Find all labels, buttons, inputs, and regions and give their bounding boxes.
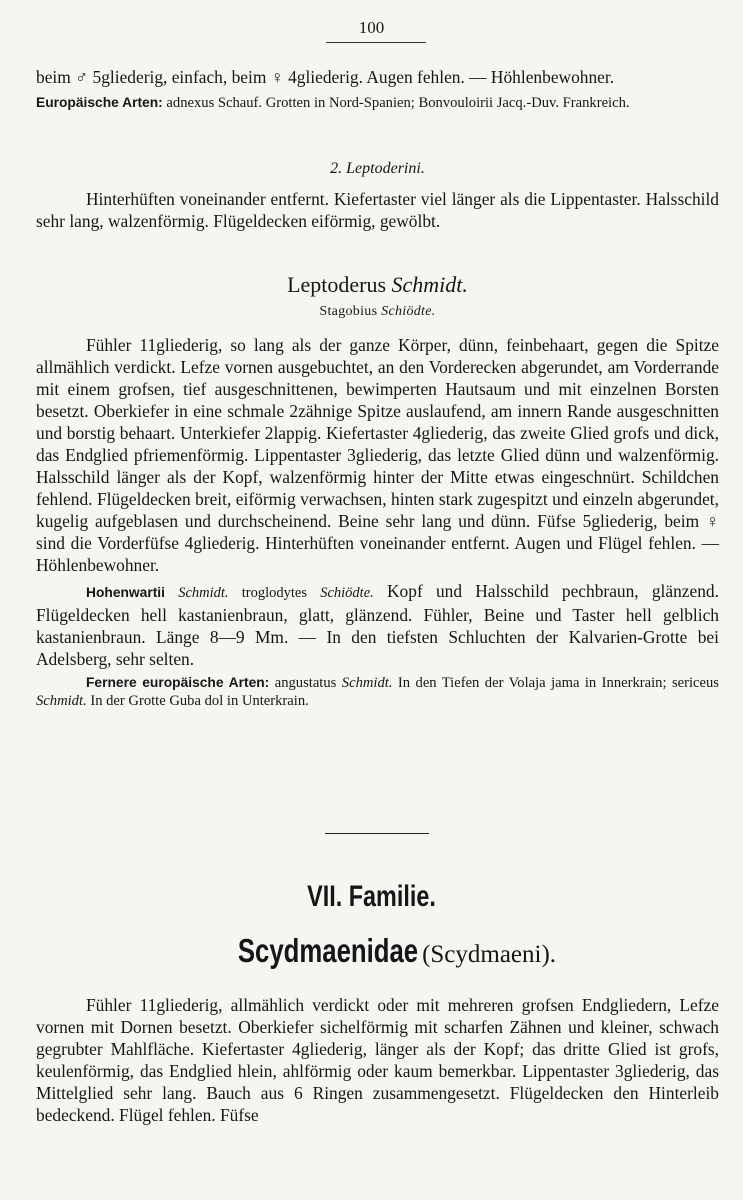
- synonym-name: Stagobius: [319, 304, 378, 319]
- species-synonym: troglodytes: [241, 585, 307, 601]
- family-description: Fühler 11gliederig, allmählich verdickt oder mit mehreren grofsen Endgliedern, Lefze vornen mit Dornen besetzt. Oberkiefer sichelförmig mit scharfen Zähnen und kleiner, schwach gegrubter Mahlfläche. Kiefertaster 4gliederig, länger als der Kopf; das dritte Glied ist grofs, keulenförmig, das Endglied hlein, ahlförmig oder kaum bemerkbar. Lippentaster 3gliederig, das Mittelglied sehr lang. Bauch aus 6 Ringen zusammengesetzt. Flügeldecken den Hinterleib bedeckend. Flügel fehlen. Füfse: [36, 995, 719, 1125]
- subsection-title: 2. Leptoderini.: [330, 160, 425, 177]
- species-name: Hohenwartii: [86, 585, 165, 600]
- intro-species-text: adnexus Schauf. Grotten in Nord-Spanien; Bonvouloirii Jacq.-Duv. Frankreich.: [166, 95, 630, 111]
- further-species: [36, 674, 719, 710]
- further-sp2: sericeus: [671, 675, 719, 691]
- intro-block: [36, 66, 719, 112]
- genus-description: Fühler 11gliederig, so lang als der ganze Körper, dünn, feinbehaart, gegen die Spitze allmählich verdickt. Lefze vornen ausgebuchtet, an den Vorderecken abgerundet, am Vorderrande mit einem grofsen, tief ausgeschnittenen, bewimperten Hautsaum und mit einzelnen Borsten besetzt. Oberkiefer in eine schmale 2zähnige Spitze auslaufend, am innern Rande ausgeschnitten und borstig behaart. Unterkiefer 2lappig. Kiefertaster 4gliederig, das zweite Glied grofs und dick, das Endglied pfriemenförmig. Lippentaster 3gliederig, das letzte Glied dünn und walzenförmig. Halsschild länger als der Kopf, walzenförmig hinter der Mitte etwas eingeschnürt. Schildchen fehlend. Flügeldecken breit, eiförmig verwachsen, hinten stark zugespitzt und einzeln abgerundet, kugelig aufgeblasen und durchscheinend. Beine sehr lang und dünn. Füfse 5gliederig, beim ♀ sind die Vorderfüfse 4gliederig. Hinterhüften voneinander entfernt. Augen und Flügel fehlen. — Höhlenbewohner.: [36, 335, 719, 575]
- further-sp2-author: Schmidt.: [36, 693, 87, 709]
- synonym-author: Schiödte.: [381, 304, 436, 319]
- further-species-label: Fernere europäische Arten:: [86, 675, 270, 690]
- family-block: [36, 994, 719, 1126]
- intro-text: beim ♂ 5gliederig, einfach, beim ♀ 4gliederig. Augen fehlen. — Höhlenbewohner.: [36, 67, 615, 87]
- page-number: 100: [358, 18, 385, 37]
- family-name: Scydmaenidae: [237, 932, 419, 969]
- page-number-rule: [326, 42, 426, 43]
- family-heading: VII. Familie.: [307, 880, 436, 913]
- genus-synonym: [36, 304, 719, 320]
- intro-species-label: Europäische Arten:: [36, 95, 163, 110]
- subsection-block: [36, 160, 719, 232]
- species-hohenwartii: [36, 580, 719, 670]
- species-text: Kopf und Halsschild pechbraun, glänzend. Flügeldecken hell kastanienbraun, glatt, glänzend. Fühler, Beine und Taster hell gelblich kastanienbraun. Länge 8—9 Mm. — In den tiefsten Schluchten der Kalvarien-Grotte bei Adelsberg, sehr selten.: [36, 581, 719, 669]
- genus-title: [36, 272, 719, 298]
- further-sp1: angustatus: [274, 675, 337, 691]
- section-separator: [325, 833, 429, 834]
- family-title: [0, 932, 743, 970]
- subsection-text: Hinterhüften voneinander entfernt. Kiefertaster viel länger als die Lippentaster. Halsschild sehr lang, walzenförmig. Flügeldecken eiförmig, gewölbt.: [36, 189, 719, 231]
- species-author: Schmidt.: [178, 585, 229, 601]
- genus-author: Schmidt.: [391, 272, 468, 297]
- family-alt-name: (Scydmaeni).: [422, 941, 557, 968]
- further-text2: In der Grotte Guba dol in Unterkrain.: [90, 693, 309, 709]
- genus-block: [36, 272, 719, 710]
- further-sp1-author: Schmidt.: [341, 675, 393, 691]
- intro-species: [36, 94, 719, 112]
- genus-name: Leptoderus: [287, 272, 387, 297]
- further-text1: In den Tiefen der Volaja jama in Innerkrain;: [397, 675, 667, 691]
- species-synonym-author: Schiödte.: [320, 585, 374, 601]
